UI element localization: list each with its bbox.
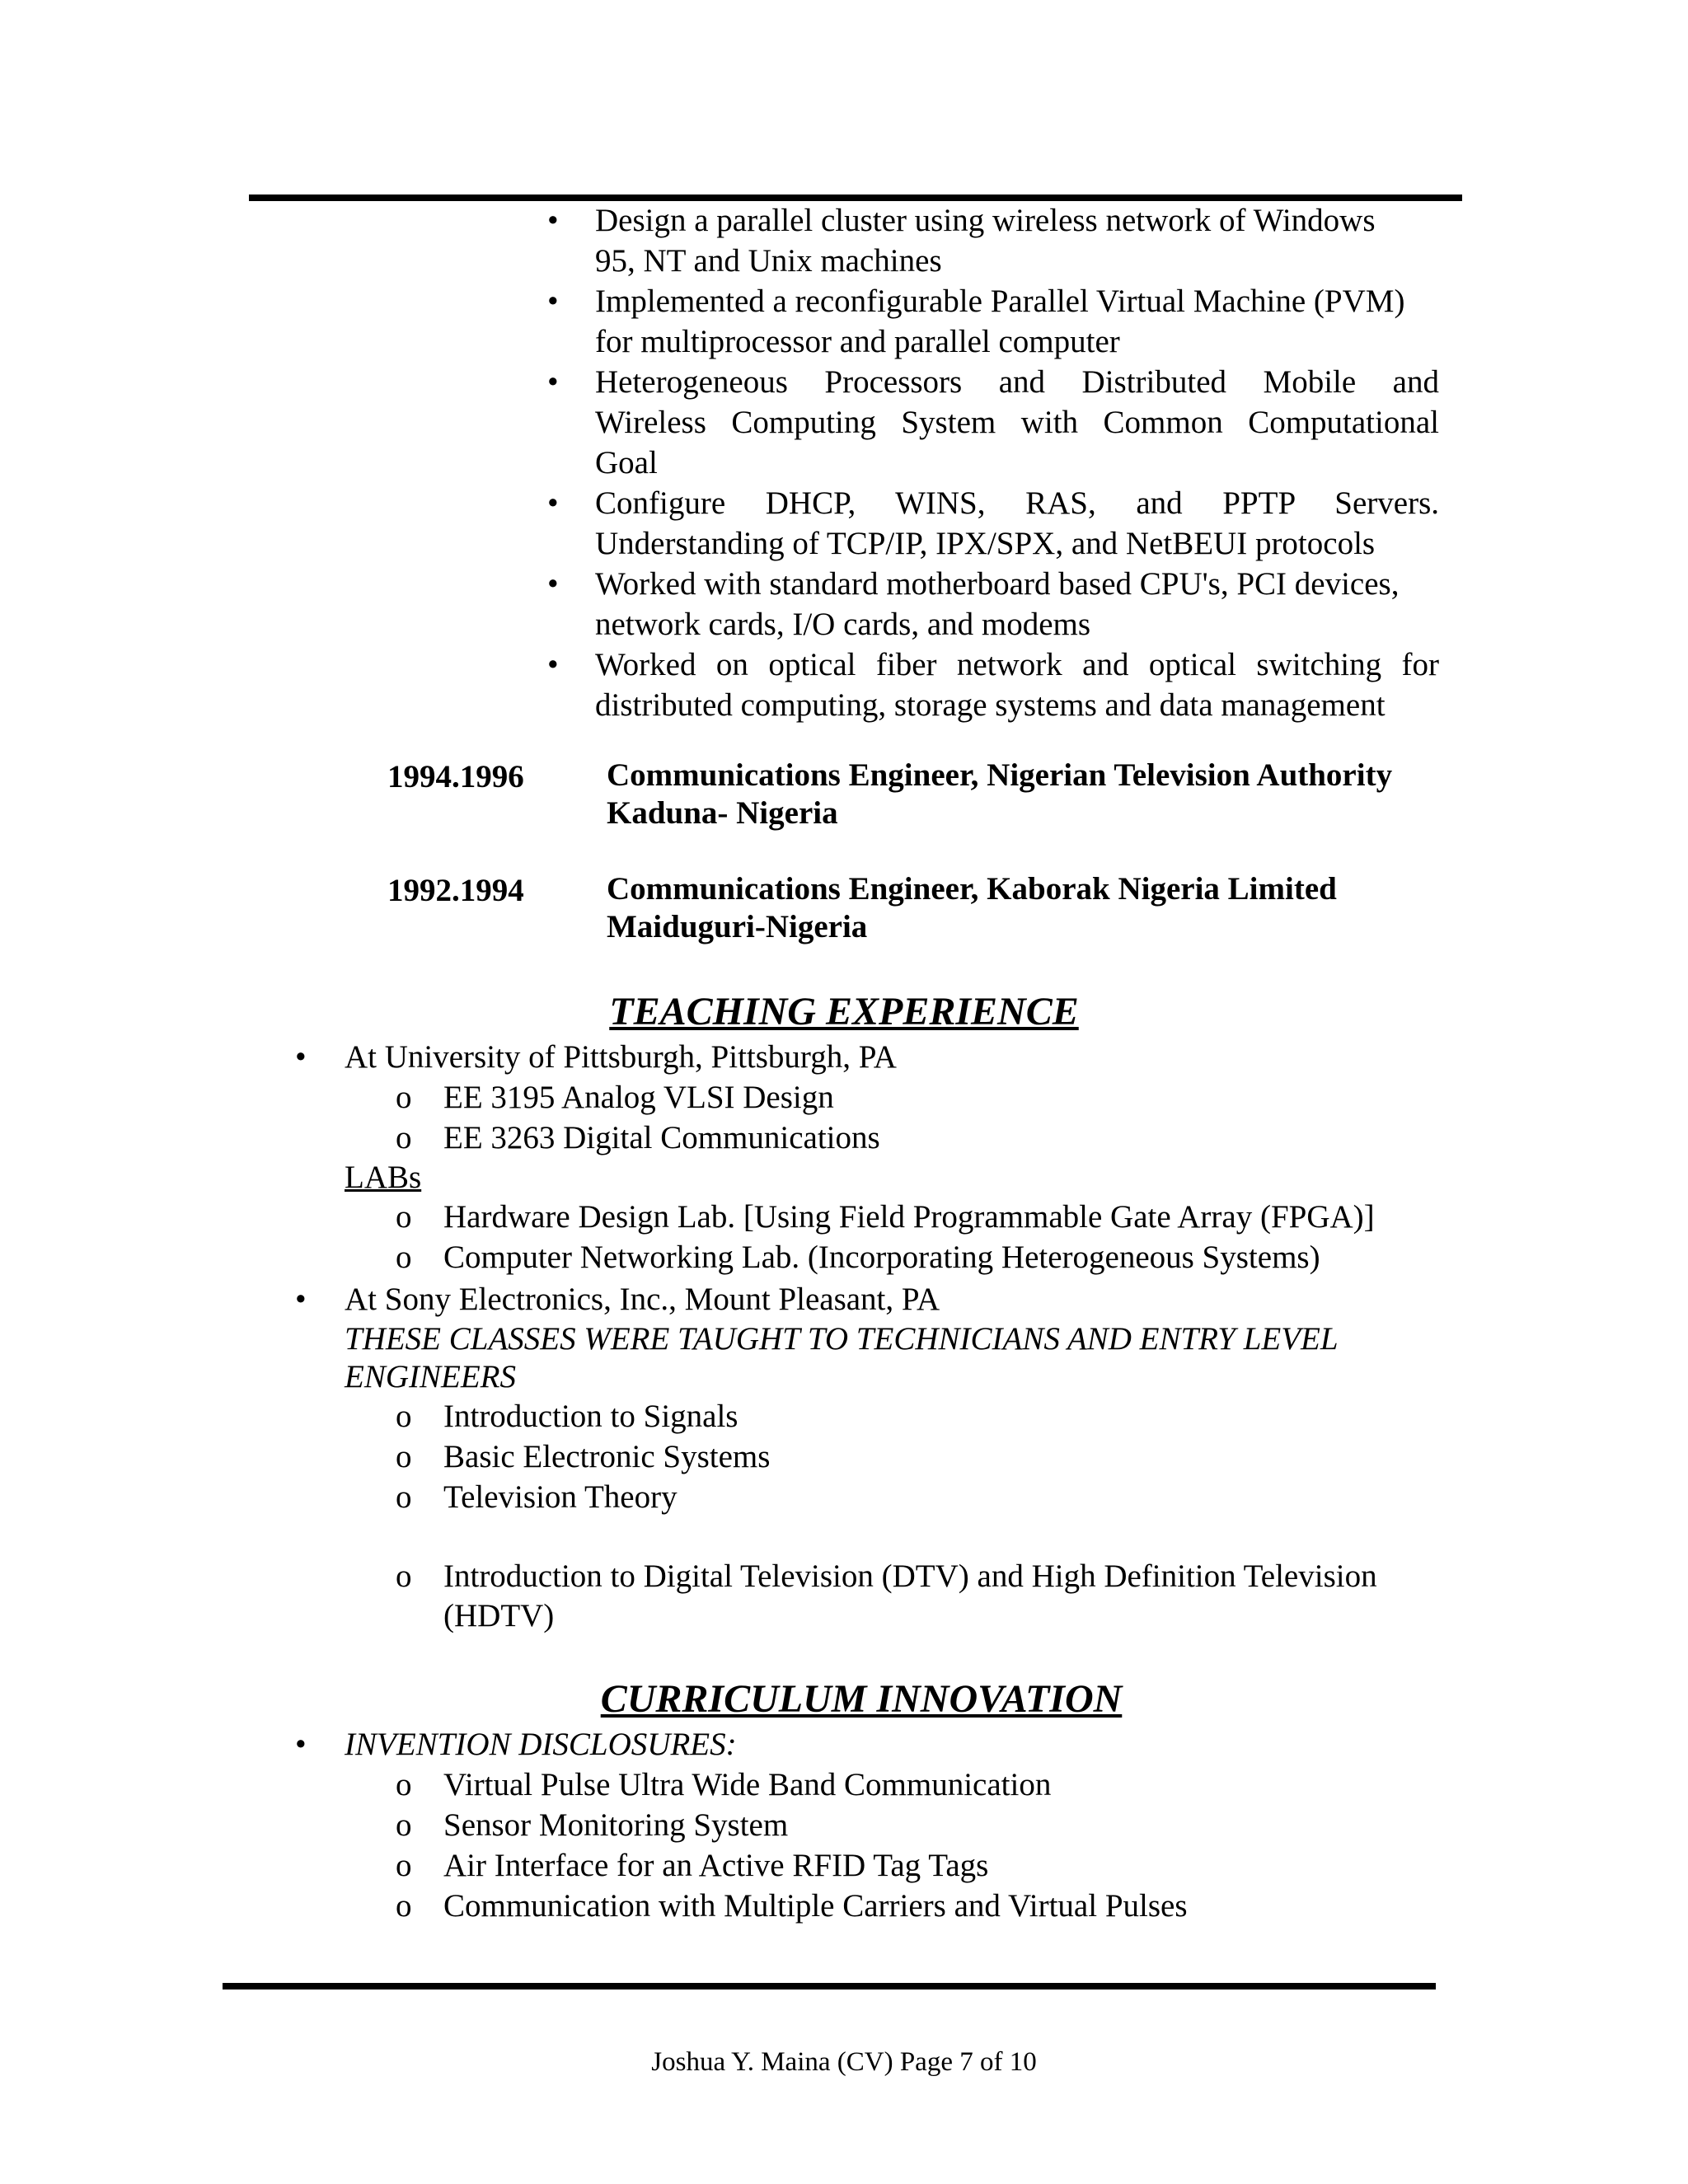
class-item-continued: (HDTV) [443,1598,555,1633]
invention-item: Communication with Multiple Carriers and Virtual Pulses [443,1888,1188,1924]
sony-note: THESE CLASSES WERE TAUGHT TO TECHNICIANS AND ENTRY LEVEL [345,1321,1339,1357]
bullet-icon: • [547,364,559,400]
list-item: • Heterogeneous Processors and Distributed Mobile and Wireless Computing System with Common Computational Goal [528,362,1439,483]
bullet-icon: • [547,203,559,238]
class-item: Basic Electronic Systems [443,1439,771,1474]
curriculum-innovation-heading: CURRICULUM INNOVATION [600,1677,1123,1721]
list-item: • Worked on optical fiber network and optical switching for distributed computing, storage systems and data management [528,644,1439,725]
class-item: Introduction to Digital Television (DTV) and High Definition Television [443,1558,1377,1594]
bullet-icon: • [547,284,559,319]
list-item: • Implemented a reconfigurable Parallel Virtual Machine (PVM) for multiprocessor and parallel computer [528,281,1439,362]
job-description: Communications Engineer, Nigerian Television Authority Kaduna- Nigeria [607,757,1393,831]
sub-bullet-icon: o [396,1080,412,1115]
invention-item: Air Interface for an Active RFID Tag Tags [443,1848,989,1883]
bullet-icon: • [295,1039,307,1075]
bullet-icon: • [295,1727,307,1762]
class-item: Introduction to Signals [443,1399,738,1434]
bullet-icon: • [295,1282,307,1317]
list-item: • Design a parallel cluster using wireless network of Windows 95, NT and Unix machines [528,200,1439,281]
sub-bullet-icon: o [396,1439,412,1474]
sony-heading: At Sony Electronics, Inc., Mount Pleasant, PA [345,1282,940,1317]
bullet-icon: • [547,566,559,602]
lab-item: Computer Networking Lab. (Incorporating Heterogeneous Systems) [443,1240,1320,1275]
bullet-icon: • [547,485,559,521]
sub-bullet-icon: o [396,1888,412,1924]
course-item: EE 3195 Analog VLSI Design [443,1080,834,1115]
sub-bullet-icon: o [396,1199,412,1235]
sub-bullet-icon: o [396,1767,412,1802]
sub-bullet-icon: o [396,1479,412,1515]
job-years: 1992.1994 [387,873,524,908]
sony-note-continued: ENGINEERS [345,1359,516,1394]
class-item: Television Theory [443,1479,678,1515]
list-item: • Configure DHCP, WINS, RAS, and PPTP Servers. Understanding of TCP/IP, IPX/SPX, and NetBEUI protocols [528,483,1439,564]
invention-item: Sensor Monitoring System [443,1807,789,1843]
sub-bullet-icon: o [396,1807,412,1843]
lab-item: Hardware Design Lab. [Using Field Programmable Gate Array (FPGA)] [443,1199,1375,1235]
course-item: EE 3263 Digital Communications [443,1120,880,1155]
page-footer: Joshua Y. Maina (CV) Page 7 of 10 [651,2047,1037,2077]
bullet-icon: • [547,647,559,682]
bottom-horizontal-rule [223,1983,1436,1990]
sub-bullet-icon: o [396,1399,412,1434]
labs-label: LABs [345,1160,422,1195]
sub-bullet-icon: o [396,1240,412,1275]
pitt-heading: At University of Pittsburgh, Pittsburgh, PA [345,1039,897,1075]
job-description: Communications Engineer, Kaborak Nigeria Limited Maiduguri-Nigeria [607,871,1337,944]
teaching-experience-heading: TEACHING EXPERIENCE [609,990,1079,1033]
sub-bullet-icon: o [396,1120,412,1155]
sub-bullet-icon: o [396,1848,412,1883]
invention-disclosures-heading: INVENTION DISCLOSURES: [345,1727,737,1762]
job-years: 1994.1996 [387,759,524,794]
sub-bullet-icon: o [396,1558,412,1594]
list-item: • Worked with standard motherboard based CPU's, PCI devices, network cards, I/O cards, and modems [528,564,1439,644]
skills-bullet-list [528,200,1439,725]
invention-item: Virtual Pulse Ultra Wide Band Communication [443,1767,1052,1802]
